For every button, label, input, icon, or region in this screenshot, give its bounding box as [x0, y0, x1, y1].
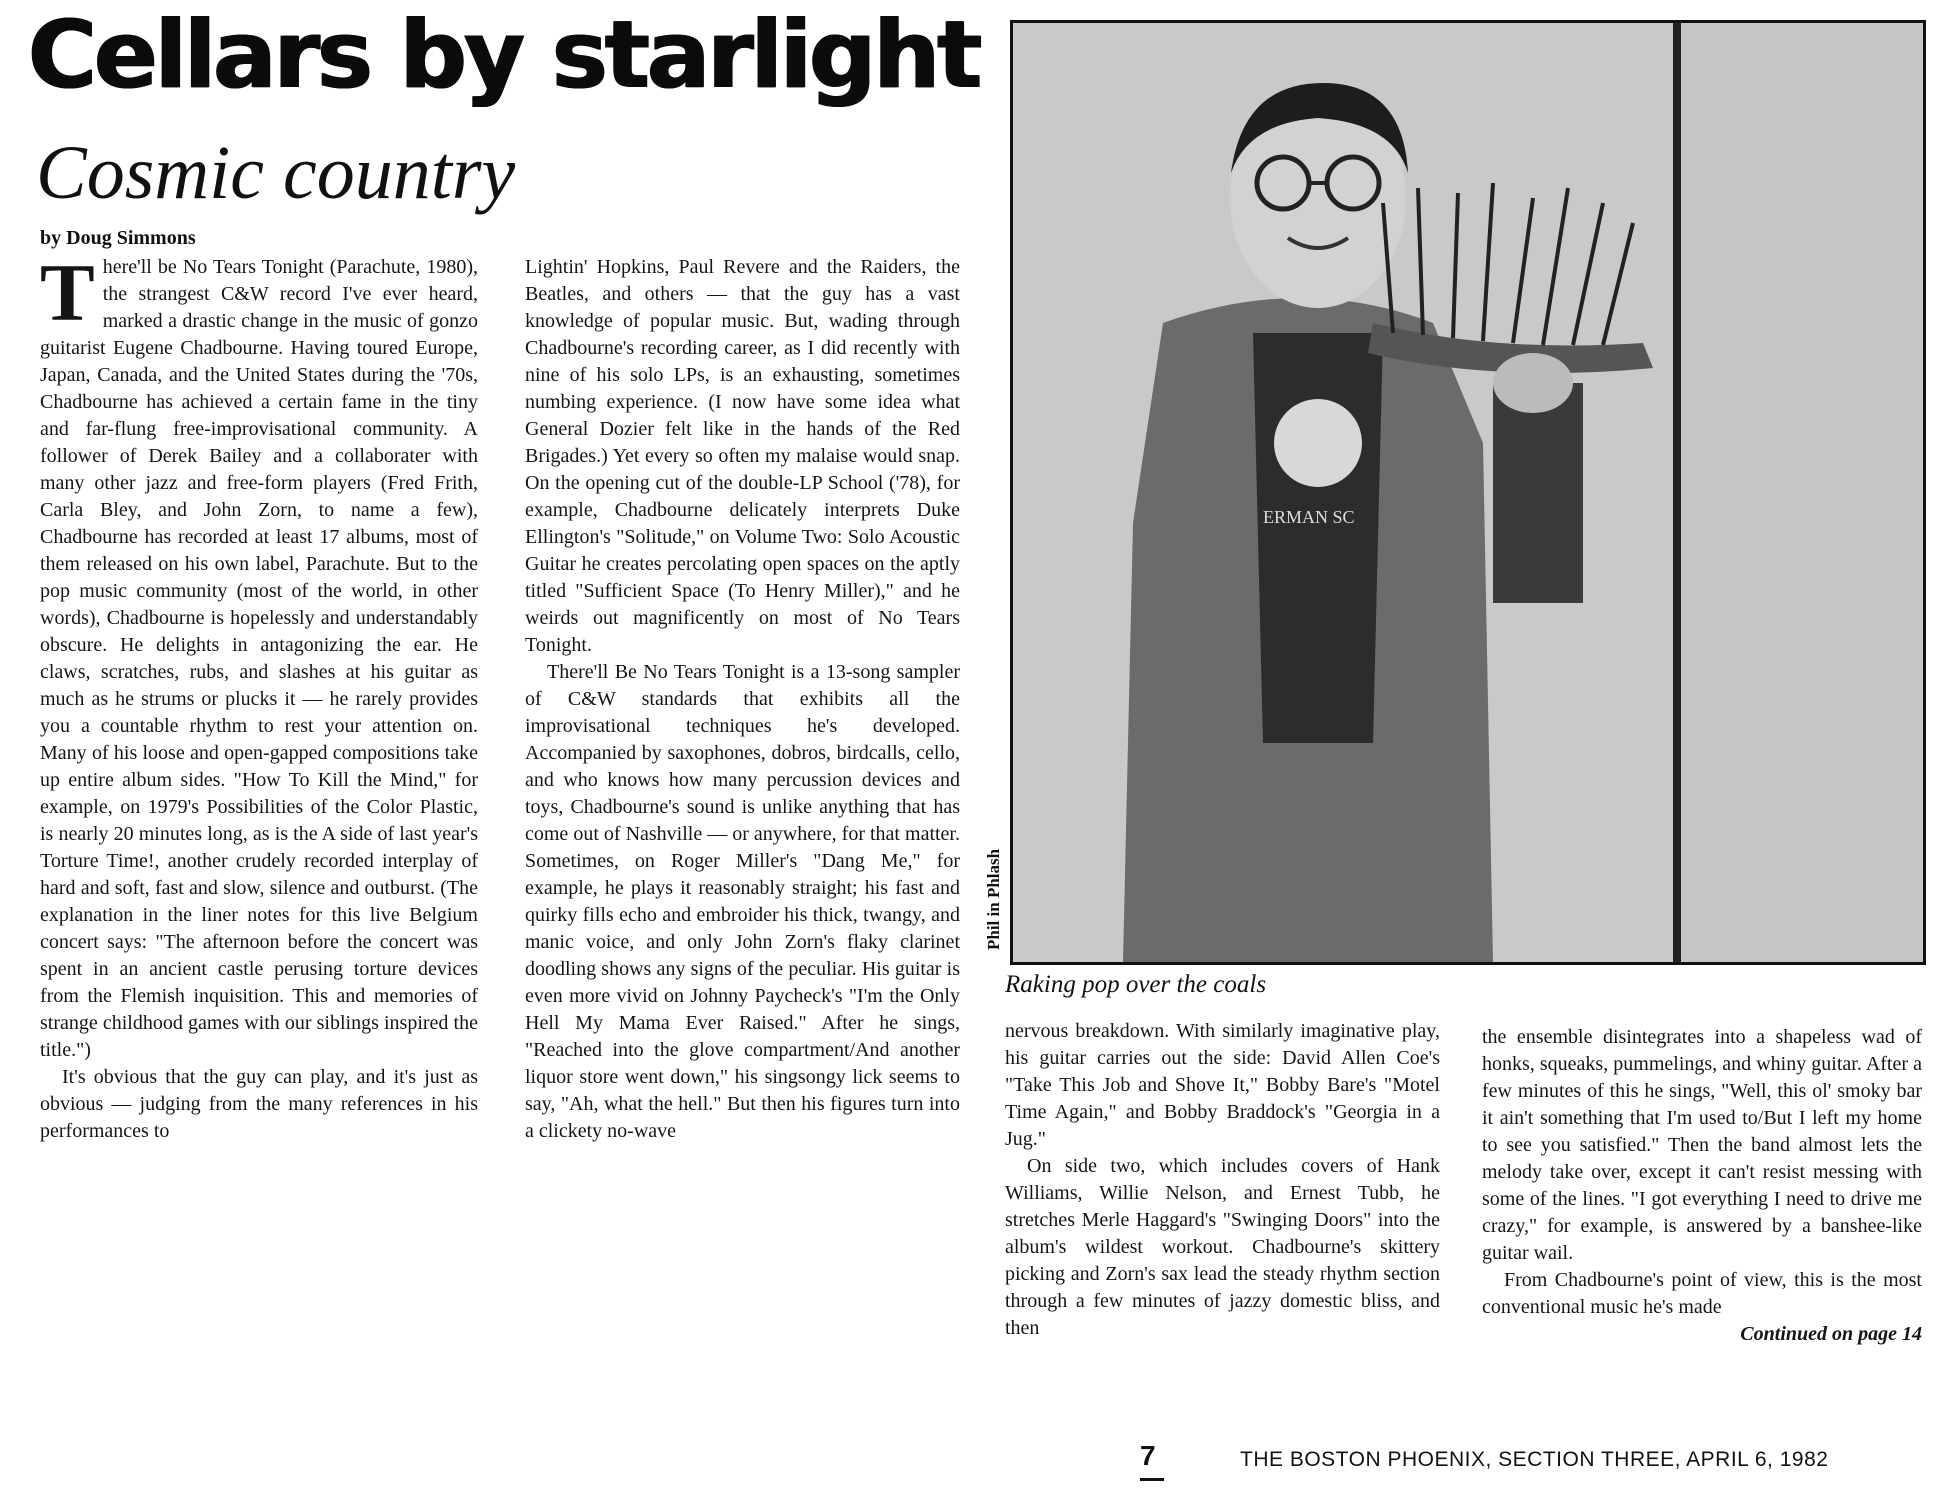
shirt-logo-icon [1274, 399, 1362, 487]
article-paragraph [40, 247, 478, 1064]
publication-line: THE BOSTON PHOENIX, SECTION THREE, APRIL 6, 1982 [1240, 1448, 1829, 1471]
photo-credit: Phil in Phlash [984, 848, 1003, 950]
page-footer [1140, 1440, 1920, 1484]
page-number-rule [1140, 1478, 1164, 1481]
subhead: Cosmic country [36, 131, 516, 215]
drop-cap: T [40, 247, 95, 338]
headline: Cellars by starlight [28, 1, 980, 110]
page-number: 7 [1140, 1440, 1156, 1471]
article-paragraph: It's obvious that the guy can play, and it's just as obvious — judging from the many references in his performances to [40, 1066, 478, 1142]
photo-caption: Raking pop over the coals [1005, 971, 1267, 998]
article-paragraph: There'll Be No Tears Tonight is a 13-song sampler of C&W standards that exhibits all the improvisational techniques he's developed. Accompanied by saxophones, dobros, birdcalls, cello, and who knows how many percussion devices and toys, Chadbourne's sound is unlike anything that has come out of Nashville — or anywhere, for that matter. Sometimes, on Roger Miller's "Dang Me," for example, he plays it reasonably straight; his fast and quirky fills echo and embroider his thick, twangy, and manic voice, and only John Zorn's flaky clarinet doodling shows any signs of the peculiar. His guitar is even more vivid on Johnny Paycheck's "I'm the Only Hell My Mama Ever Raised." After he sings, "Reached into the glove compartment/And another liquor store went down," his singsongy lick seems to say, "Ah, what the hell." But then his figures turn into a clickety no-wave [525, 661, 960, 1142]
article-paragraph: From Chadbourne's point of view, this is the most conventional music he's made [1482, 1269, 1922, 1318]
article-photo [1010, 20, 1926, 965]
article-column-3 [1005, 1018, 1440, 1342]
article-paragraph: nervous breakdown. With similarly imaginative play, his guitar carries out the side: David Allen Coe's "Take This Job and Shove It," Bobby Bare's "Motel Time Again," and Bobby Braddock's "Georgia in a Jug." [1005, 1020, 1440, 1150]
article-column-2 [525, 254, 960, 1145]
article-column-1 [40, 247, 478, 1145]
paragraph-text: here'll be No Tears Tonight (Parachute, 1980), the strangest C&W record I've ever heard, marked a drastic change in the music of gonzo guitarist Eugene Chadbourne. Having toured Europe, Japan, Canada, and the United States during the '70s, Chadbourne has achieved a certain fame in the tiny and far-flung free-improvisational community. A follower of Derek Bailey and a collaborater with many other jazz and free-form players (Fred Frith, Carla Bley, and John Zorn, to name a few), Chadbourne has recorded at least 17 albums, most of them released on his own label, Parachute. But to the pop music community (most of the world, in other words), Chadbourne is hopelessly and understandably obscure. He delights in antagonizing the ear. He claws, scratches, rubs, and slashes at his guitar as much as he strums or plucks it — he rarely provides you a countable rhythm to rest your attention on. Many of his loose and open-gapped compositions take up entire album sides. "How To Kill the Mind," for example, on 1979's Possibilities of the Color Plastic, is nearly 20 minutes long, as is the A side of last year's Torture Time!, another crudely recorded interplay of hard and soft, fast and slow, silence and outburst. (The explanation in the liner notes for this live Belgium concert says: "The afternoon before the concert was spent in an ancient castle perusing torture devices from the Flemish inquisition. This and memories of strange childhood games with our siblings inspired the title.") [40, 256, 478, 1061]
article-column-4 [1482, 1024, 1922, 1348]
byline: by Doug Simmons [40, 227, 196, 249]
article-paragraph: the ensemble disintegrates into a shapeless wad of honks, squeaks, pummelings, and whiny guitar. After a few minutes of this he sings, "Well, this ol' smoky bar it ain't something that I'm used to/But I left my home to see you satisfied." Then the band almost lets the melody take over, except it can't resist messing with some of the lines. "I got everything I need to drive me crazy," for example, is answered by a banshee-like guitar wail. [1482, 1026, 1922, 1264]
shirt-text: ERMAN SC [1263, 507, 1355, 527]
article-paragraph: Lightin' Hopkins, Paul Revere and the Raiders, the Beatles, and others — that the guy has a vast knowledge of popular music. But, wading through Chadbourne's recording career, as I did recently with nine of his solo LPs, is an exhausting, sometimes numbing experience. (I now have some idea what General Dozier felt like in the hands of the Red Brigades.) Yet every so often my malaise would snap. On the opening cut of the double-LP School ('78), for example, Chadbourne delicately interprets Duke Ellington's "Solitude," on Volume Two: Solo Acoustic Guitar he creates percolating open spaces on the aptly titled "Sufficient Space (To Henry Miller)," and he weirds out magnificently on most of No Tears Tonight. [525, 256, 960, 656]
article-paragraph: On side two, which includes covers of Hank Williams, Willie Nelson, and Ernest Tubb, he stretches Merle Haggard's "Swinging Doors" into the album's wildest workout. Chadbourne's skittery picking and Zorn's sax lead the steady rhythm section through a few minutes of jazzy domestic bliss, and then [1005, 1155, 1440, 1339]
continued-notice: Continued on page 14 [1740, 1323, 1922, 1345]
photo-illustration [1013, 23, 1923, 962]
